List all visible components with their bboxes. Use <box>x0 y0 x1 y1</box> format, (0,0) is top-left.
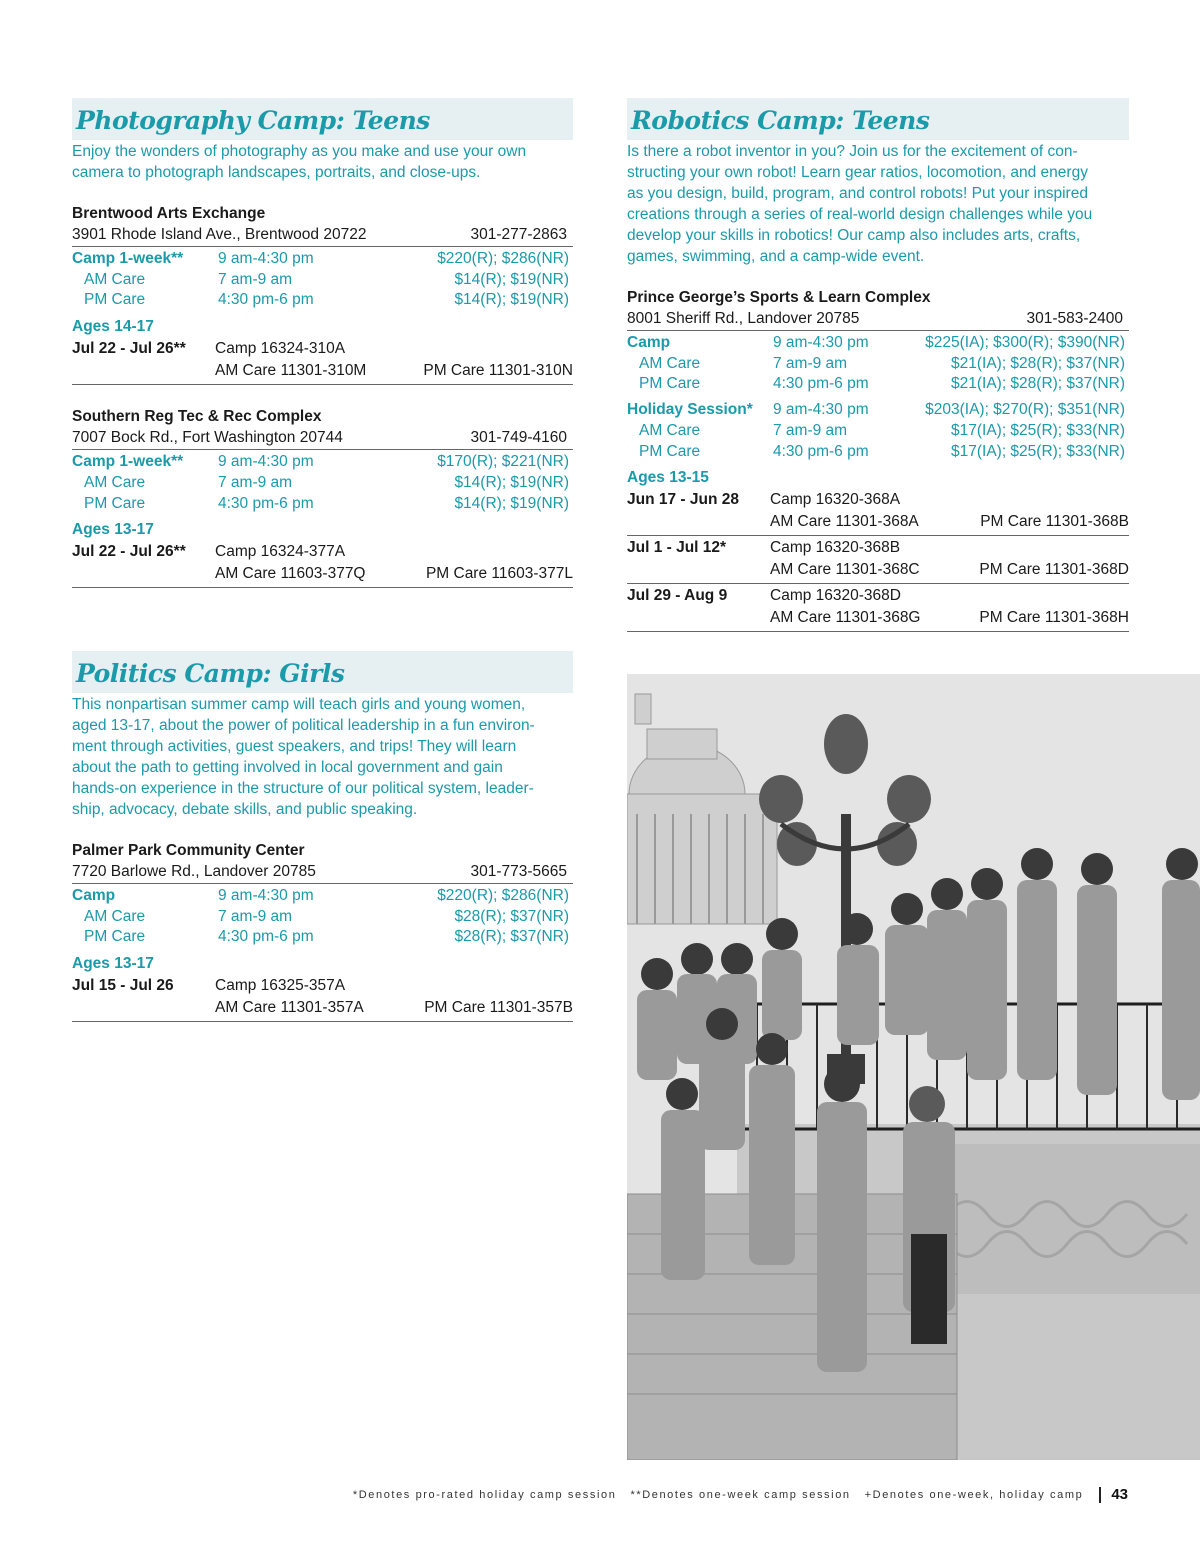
rate-row: Holiday Session* 9 am-4:30 pm $203(IA); $270(R); $351(NR) <box>627 401 1125 419</box>
location-palmer-park <box>72 840 573 1022</box>
ages-label: Ages 13-17 <box>72 955 154 973</box>
pm-care-code: PM Care 11301-357B <box>424 999 573 1017</box>
phone: 301-773-5665 <box>470 863 567 880</box>
phone: 301-277-2863 <box>470 226 567 243</box>
session-row <box>72 974 573 1022</box>
am-care-code: AM Care 11301-357A <box>215 999 364 1017</box>
rates-table <box>72 450 573 514</box>
location-name: Brentwood Arts Exchange <box>72 205 266 222</box>
rate-row: PM Care 4:30 pm-6 pm $14(R); $19(NR) <box>84 494 569 512</box>
camp-code: Camp 16325-357A <box>215 977 346 995</box>
location-brentwood <box>72 203 573 385</box>
camp-code: Camp 16320-368D <box>770 587 901 605</box>
politics-camp-title-bar <box>72 651 573 693</box>
address: 8001 Sheriff Rd., Landover 20785 <box>627 310 860 327</box>
pm-care-code: PM Care 11301-368H <box>979 609 1129 627</box>
ages-label: Ages 13-15 <box>627 469 709 487</box>
rates-table <box>72 884 573 948</box>
address: 7007 Bock Rd., Fort Washington 20744 <box>72 429 343 447</box>
session-row <box>72 337 573 385</box>
rate-row: PM Care 4:30 pm-6 pm $21(IA); $28(R); $37(NR) <box>639 375 1125 393</box>
rate-row: AM Care 7 am-9 am $17(IA); $25(R); $33(NR) <box>639 421 1125 439</box>
rate-row: Camp 1-week** 9 am-4:30 pm $220(R); $286(NR) <box>72 250 569 267</box>
session-date: Jul 22 - Jul 26** <box>72 340 186 358</box>
rate-row: AM Care 7 am-9 am $14(R); $19(NR) <box>84 473 569 491</box>
robotics-camp-section <box>627 98 1129 632</box>
page-number: 43 <box>1111 1486 1128 1503</box>
pm-care-code: PM Care 11603-377L <box>425 565 573 583</box>
session-row <box>627 488 1129 536</box>
address-row <box>72 861 573 884</box>
rate-row: AM Care 7 am-9 am $14(R); $19(NR) <box>84 270 569 288</box>
camp-code: Camp 16320-368A <box>770 491 901 509</box>
rates-table <box>72 247 573 311</box>
session-date: Jul 22 - Jul 26** <box>72 543 186 561</box>
footnote-one-week: **Denotes one-week camp session <box>630 1488 851 1501</box>
address-row <box>72 224 573 247</box>
page-footer <box>339 1486 1128 1503</box>
address-row <box>627 308 1129 331</box>
pm-care-code: PM Care 11301-368D <box>979 561 1129 579</box>
politics-camp-section <box>72 651 573 1022</box>
rate-row: Camp 9 am-4:30 pm $220(R); $286(NR) <box>72 887 569 904</box>
robotics-camp-description: Is there a robot inventor in you? Join us for the excitement of con- structing your own robot! Learn gear ratios, locomotion, and energy as you design, build, program, and control robots! Put your inspired creations through a series of real-world design challenges while you develop your skills in robotics! Our camp also includes arts, crafts, games, swimming, and a camp-wide event. <box>627 143 1093 265</box>
group-photo-capitol <box>627 674 1200 1460</box>
location-name: Southern Reg Tec & Rec Complex <box>72 408 322 426</box>
photography-camp-title: Photography Camp: Teens <box>76 106 430 135</box>
rate-row: PM Care 4:30 pm-6 pm $17(IA); $25(R); $33(NR) <box>639 442 1125 460</box>
phone: 301-749-4160 <box>470 429 567 447</box>
location-name: Prince George’s Sports & Learn Complex <box>627 289 931 306</box>
footer-divider <box>1099 1487 1101 1503</box>
rates-table <box>627 331 1129 462</box>
address: 3901 Rhode Island Ave., Brentwood 20722 <box>72 226 367 243</box>
location-name: Palmer Park Community Center <box>72 842 305 859</box>
robotics-camp-title-bar <box>627 98 1129 140</box>
camp-code: Camp 16320-368B <box>770 539 901 557</box>
am-care-code: AM Care 11301-310M <box>215 362 367 380</box>
address-row <box>72 427 573 450</box>
rate-row: Camp 9 am-4:30 pm $225(IA); $300(R); $390(NR) <box>627 334 1125 351</box>
session-date: Jul 29 - Aug 9 <box>627 587 728 605</box>
address: 7720 Barlowe Rd., Landover 20785 <box>72 863 316 880</box>
pm-care-code: PM Care 11301-368B <box>980 513 1129 531</box>
rate-row: Camp 1-week** 9 am-4:30 pm $170(R); $221(NR) <box>72 453 569 471</box>
session-date: Jun 17 - Jun 28 <box>627 491 739 509</box>
camp-code: Camp 16324-377A <box>215 543 346 561</box>
ages-label: Ages 13-17 <box>72 521 154 539</box>
rate-row: PM Care 4:30 pm-6 pm $28(R); $37(NR) <box>84 928 569 946</box>
phone: 301-583-2400 <box>1026 310 1123 327</box>
footnote-holiday: +Denotes one-week, holiday camp <box>864 1488 1084 1501</box>
footnote-prorated: *Denotes pro-rated holiday camp session <box>352 1488 617 1501</box>
politics-camp-title: Politics Camp: Girls <box>76 659 345 688</box>
session-row <box>72 540 573 588</box>
ages-label: Ages 14-17 <box>72 318 154 336</box>
session-date: Jul 1 - Jul 12* <box>627 539 727 557</box>
photography-camp-section <box>72 98 573 588</box>
rate-row: AM Care 7 am-9 am $21(IA); $28(R); $37(NR) <box>639 354 1125 372</box>
photography-camp-description: Enjoy the wonders of photography as you make and use your own camera to photograph landscapes, portraits, and close-ups. <box>72 143 527 181</box>
session-row <box>627 584 1129 632</box>
rate-row: PM Care 4:30 pm-6 pm $14(R); $19(NR) <box>84 291 569 309</box>
am-care-code: AM Care 11301-368C <box>770 561 920 579</box>
am-care-code: AM Care 11301-368A <box>770 513 919 531</box>
session-row <box>627 536 1129 584</box>
robotics-camp-title: Robotics Camp: Teens <box>631 106 930 135</box>
location-southern-reg <box>72 406 573 588</box>
politics-camp-description: This nonpartisan summer camp will teach girls and young women, aged 13-17, about the power of political leadership in a fun environ- ment through activities, guest speakers, and trips! They will learn about the path to getting involved in local government and gain hands-on experience in the structure of our political system, leader- ship, advocacy, debate skills, and public speaking. <box>72 696 535 818</box>
pm-care-code: PM Care 11301-310N <box>423 362 573 380</box>
rate-row: AM Care 7 am-9 am $28(R); $37(NR) <box>84 907 569 925</box>
am-care-code: AM Care 11301-368G <box>770 609 921 627</box>
location-sports-learn-complex <box>627 287 1129 632</box>
am-care-code: AM Care 11603-377Q <box>215 565 366 583</box>
photography-camp-title-bar <box>72 98 573 140</box>
camp-code: Camp 16324-310A <box>215 340 346 358</box>
session-date: Jul 15 - Jul 26 <box>72 977 174 995</box>
